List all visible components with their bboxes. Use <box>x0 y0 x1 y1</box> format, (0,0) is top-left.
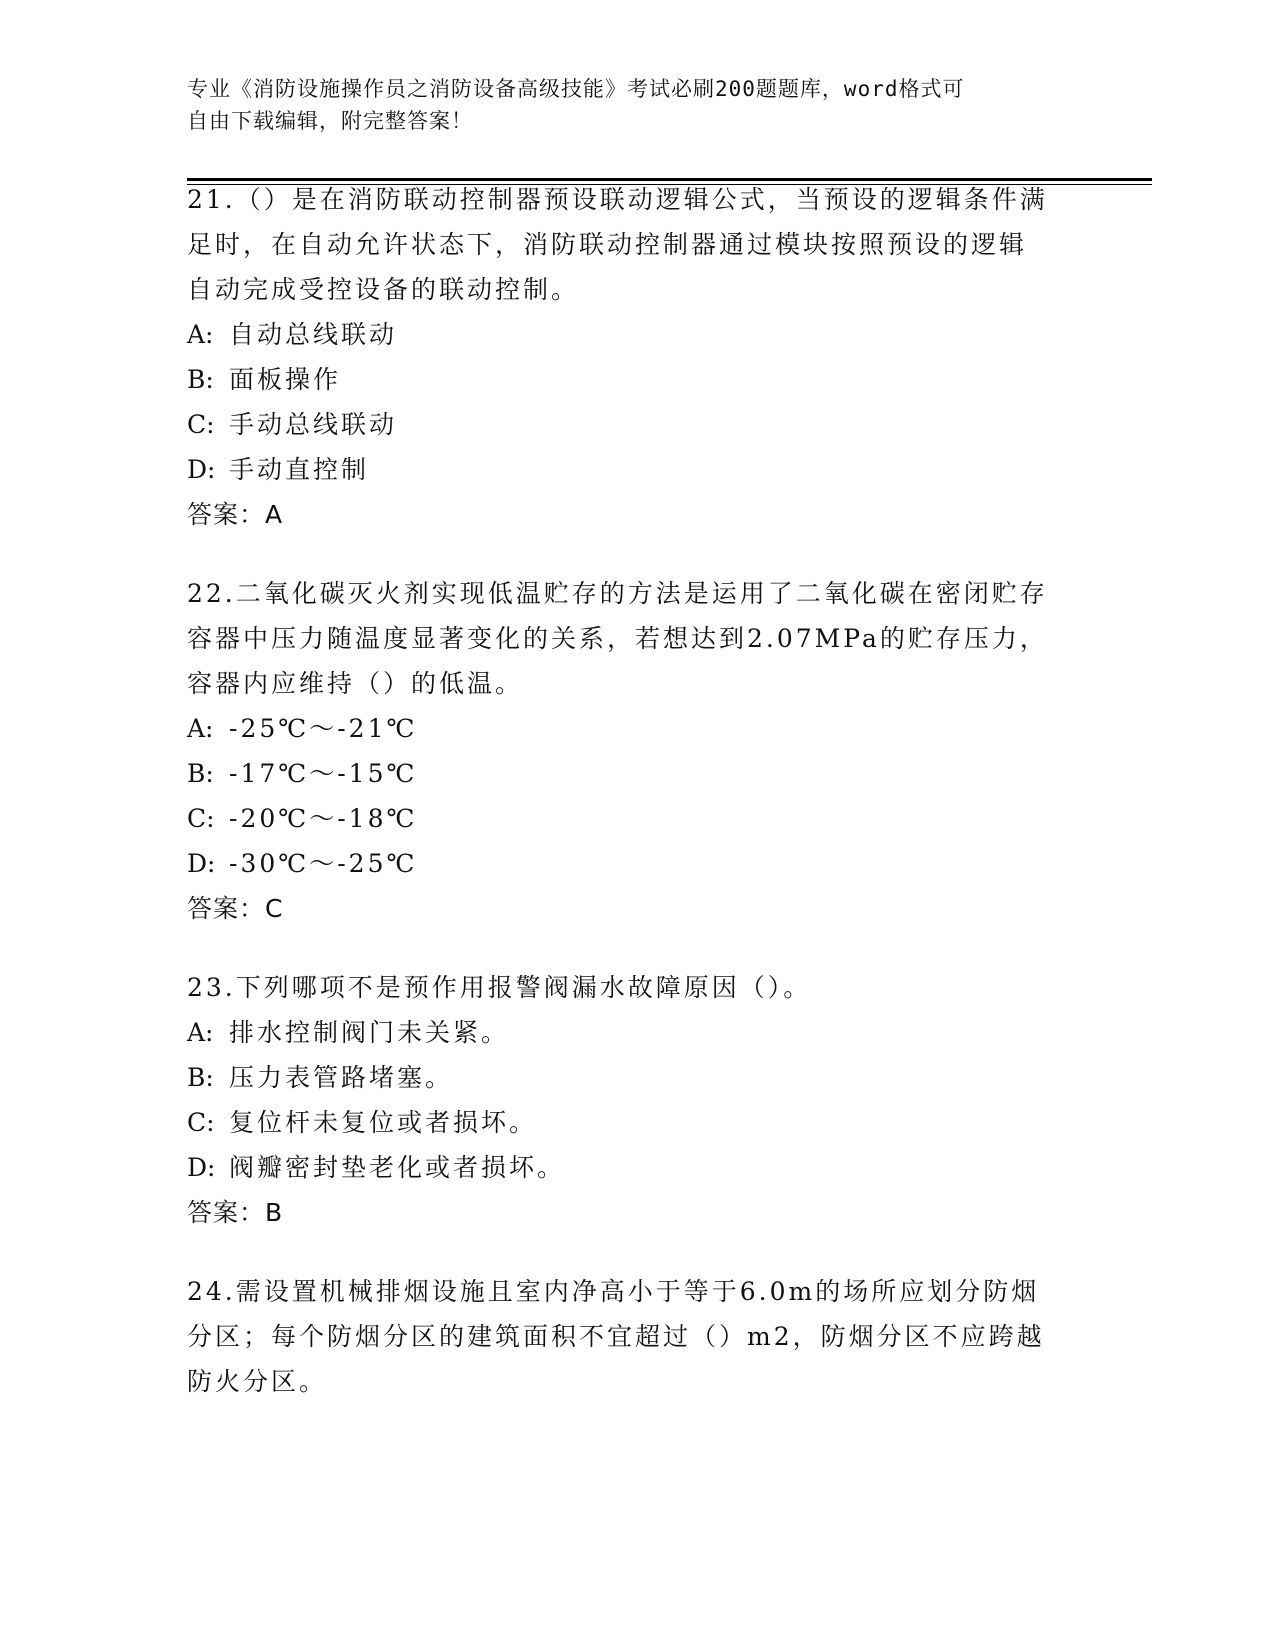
option-letter: C: <box>187 410 215 439</box>
stem-line: 容器中压力随温度显著变化的关系，若想达到2.07MPa的贮存压力， <box>187 624 1048 653</box>
question-21 <box>187 177 1087 537</box>
option-a <box>187 1010 1087 1055</box>
stem-line: 22.二氧化碳灭火剂实现低温贮存的方法是运用了二氧化碳在密闭贮存 <box>187 579 1048 608</box>
option-c <box>187 402 1087 447</box>
header-line: 自由下载编辑，附完整答案！ <box>187 109 473 133</box>
document-header <box>187 73 1067 137</box>
answer-line: 答案：B <box>187 1198 284 1227</box>
option-text: -17℃～-15℃ <box>229 759 418 788</box>
option-text: 压力表管路堵塞。 <box>229 1063 454 1092</box>
option-text: -20℃～-18℃ <box>229 804 418 833</box>
answer-line: 答案：A <box>187 500 284 529</box>
question-22 <box>187 571 1087 931</box>
option-text: 自动总线联动 <box>229 320 398 349</box>
question-stem <box>187 177 1087 312</box>
option-text: 阀瓣密封垫老化或者损坏。 <box>229 1153 566 1182</box>
option-b <box>187 357 1087 402</box>
stem-line: 23.下列哪项不是预作用报警阀漏水故障原因（）。 <box>187 973 812 1002</box>
stem-line: 分区；每个防烟分区的建筑面积不宜超过（）m2，防烟分区不应跨越 <box>187 1322 1045 1351</box>
option-b <box>187 1055 1087 1100</box>
stem-line: 自动完成受控设备的联动控制。 <box>187 275 580 304</box>
option-c <box>187 796 1087 841</box>
option-d <box>187 841 1087 886</box>
option-letter: C: <box>187 1108 215 1137</box>
option-d <box>187 447 1087 492</box>
option-text: 手动总线联动 <box>229 410 398 439</box>
option-letter: C: <box>187 804 215 833</box>
option-c <box>187 1100 1087 1145</box>
stem-line: 24.需设置机械排烟设施且室内净高小于等于6.0m的场所应划分防烟 <box>187 1277 1040 1306</box>
option-letter: B: <box>187 759 214 788</box>
option-text: 排水控制阀门未关紧。 <box>229 1018 510 1047</box>
stem-line: 容器内应维持（）的低温。 <box>187 669 524 698</box>
stem-line: 防火分区。 <box>187 1367 328 1396</box>
option-letter: B: <box>187 1063 214 1092</box>
option-text: -25℃～-21℃ <box>229 714 418 743</box>
option-letter: A: <box>187 1018 214 1047</box>
option-text: 面板操作 <box>229 365 342 394</box>
option-b <box>187 751 1087 796</box>
stem-line: 21.（）是在消防联动控制器预设联动逻辑公式，当预设的逻辑条件满 <box>187 185 1048 214</box>
option-a <box>187 312 1087 357</box>
option-d <box>187 1145 1087 1190</box>
option-letter: D: <box>187 849 216 878</box>
option-letter: B: <box>187 365 214 394</box>
stem-line: 足时，在自动允许状态下，消防联动控制器通过模块按照预设的逻辑 <box>187 230 1028 259</box>
option-text: 复位杆未复位或者损坏。 <box>229 1108 538 1137</box>
header-line: 专业《消防设施操作员之消防设备高级技能》考试必刷200题题库，word格式可 <box>187 77 965 101</box>
question-23 <box>187 965 1087 1235</box>
answer-line: 答案：C <box>187 894 284 923</box>
option-letter: D: <box>187 455 216 484</box>
option-letter: A: <box>187 714 214 743</box>
option-letter: D: <box>187 1153 216 1182</box>
question-stem <box>187 1269 1087 1404</box>
question-stem <box>187 965 1087 1010</box>
option-a <box>187 706 1087 751</box>
question-24 <box>187 1269 1087 1404</box>
option-text: 手动直控制 <box>229 455 370 484</box>
question-stem <box>187 571 1087 706</box>
option-text: -30℃～-25℃ <box>229 849 418 878</box>
option-letter: A: <box>187 320 214 349</box>
